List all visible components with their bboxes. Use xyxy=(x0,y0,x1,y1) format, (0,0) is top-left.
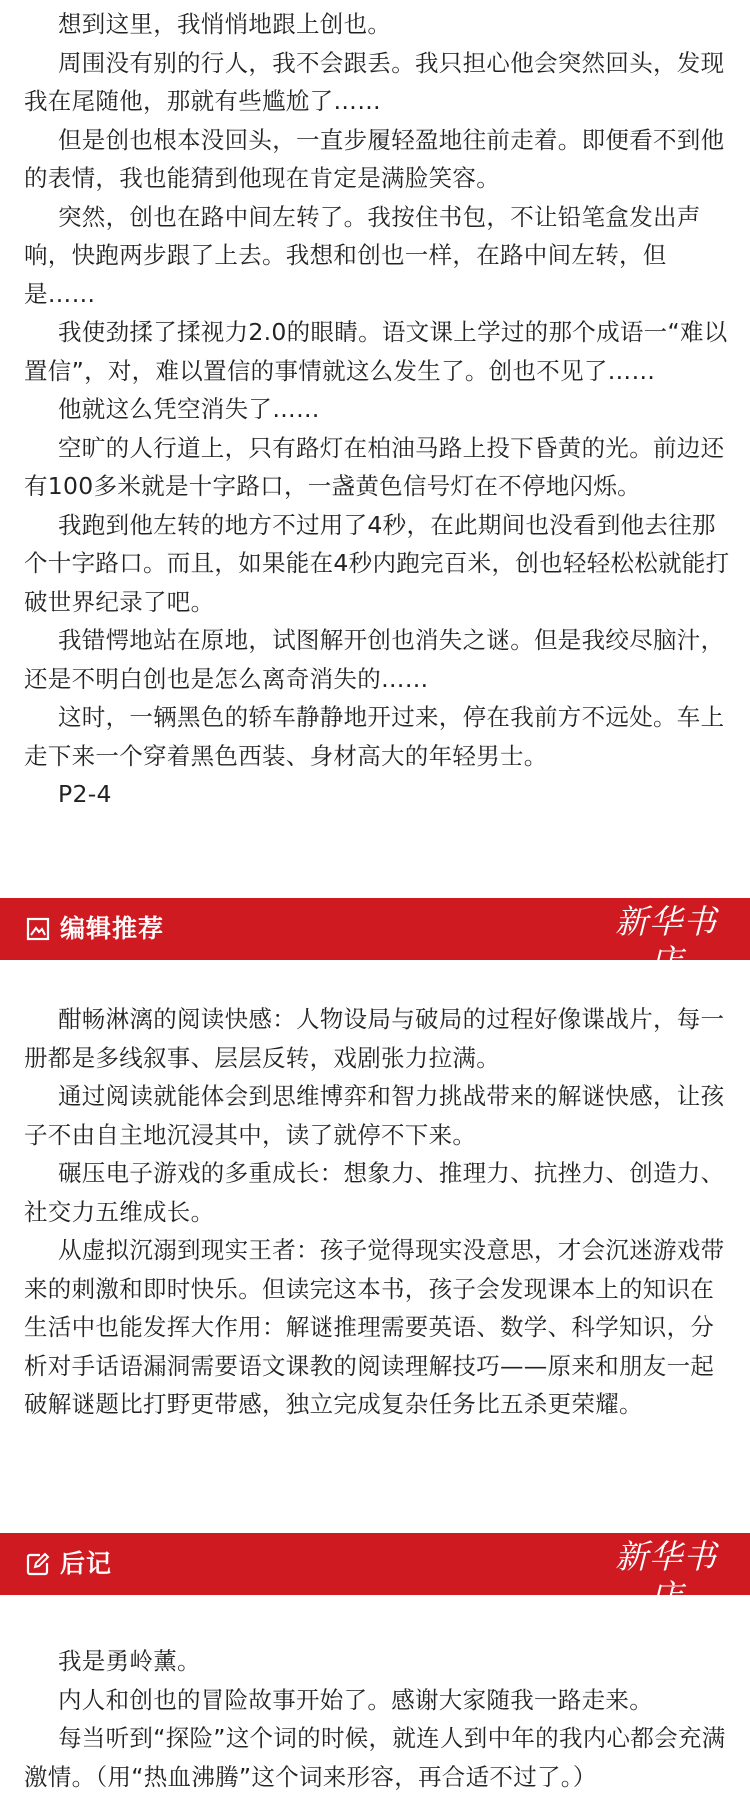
section-banner-recommend xyxy=(0,898,750,991)
afterword-body xyxy=(0,1642,750,1796)
logo-main-text: 新华书店 xyxy=(615,902,717,981)
story-paragraph: 突然，创也在路中间左转了。我按住书包，不让铅笔盒发出声响，快跑两步跟了上去。我想和创也一样，在路中间左转，但是…… xyxy=(24,202,701,308)
image-frame-icon xyxy=(26,917,50,941)
afterword-paragraph: 我是勇岭薰。 xyxy=(58,1647,201,1675)
section-title: 后记 xyxy=(60,1549,113,1578)
story-paragraph: 周围没有别的行人，我不会跟丢。我只担心他会突然回头，发现我在尾随他，那就有些尴尬了…… xyxy=(24,48,725,115)
recommend-paragraph: 从虚拟沉溺到现实王者：孩子觉得现实没意思，才会沉迷游戏带来的刺激和即时快乐。但读完这本书，孩子会发现课本上的知识在生活中也能发挥大作用：解谜推理需要英语、数学、科学知识，分析对手话语漏洞需要语文课教的阅读理解技巧——原来和朋友一起破解谜题比打野更带感，独立完成复杂任务比五杀更荣耀。 xyxy=(24,1236,725,1418)
story-paragraph: 我错愕地站在原地，试图解开创也消失之谜。但是我绞尽脑汁，还是不明白创也是怎么离奇消失的…… xyxy=(24,626,725,693)
logo-sub-text: XINHUA BOOKSTORE xyxy=(616,982,716,991)
recommend-body xyxy=(0,1000,750,1424)
story-paragraph: 但是创也根本没回头，一直步履轻盈地往前走着。即便看不到他的表情，我也能猜到他现在肯定是满脸笑容。 xyxy=(24,125,725,192)
xinhua-bookstore-logo xyxy=(606,1537,726,1626)
edit-icon xyxy=(26,1552,50,1576)
afterword-paragraph: 内人和创也的冒险故事开始了。感谢大家随我一路走来。 xyxy=(58,1685,653,1714)
story-paragraph: 这时，一辆黑色的轿车静静地开过来，停在我前方不远处。车上走下来一个穿着黑色西装、身材高大的年轻男士。 xyxy=(24,703,725,770)
section-title: 编辑推荐 xyxy=(60,914,165,943)
page-reference: P2-4 xyxy=(58,780,112,808)
logo-sub-text: XINHUA BOOKSTORE xyxy=(616,1617,716,1626)
logo-main-text: 新华书店 xyxy=(615,1537,717,1616)
recommend-paragraph: 碾压电子游戏的多重成长：想象力、推理力、抗挫力、创造力、社交力五维成长。 xyxy=(24,1159,725,1226)
story-paragraph: 我使劲揉了揉视力2.0的眼睛。语文课上学过的那个成语一“难以置信”，对，难以置信的事情就这么发生了。创也不见了…… xyxy=(24,318,728,385)
recommend-paragraph: 通过阅读就能体会到思维博弈和智力挑战带来的解谜快感，让孩子不由自主地沉浸其中，读了就停不下来。 xyxy=(24,1082,725,1149)
story-paragraph: 空旷的人行道上，只有路灯在柏油马路上投下昏黄的光。前边还有100多米就是十字路口，一盏黄色信号灯在不停地闪烁。 xyxy=(24,433,725,500)
recommend-paragraph: 酣畅淋漓的阅读快感：人物设局与破局的过程好像谍战片，每一册都是多线叙事、层层反转，戏剧张力拉满。 xyxy=(24,1005,725,1072)
afterword-paragraph: 每当听到“探险”这个词的时候，就连人到中年的我内心都会充满激情。（用“热血沸腾”这个词来形容，再合适不过了。） xyxy=(24,1724,726,1791)
xinhua-bookstore-logo xyxy=(606,902,726,991)
story-paragraph: 想到这里，我悄悄地跟上创也。 xyxy=(58,10,392,38)
section-banner-afterword xyxy=(0,1533,750,1626)
story-excerpt xyxy=(0,5,750,814)
story-paragraph: 我跑到他左转的地方不过用了4秒，在此期间也没看到他去往那个十字路口。而且，如果能在4秒内跑完百米，创也轻轻松松就能打破世界纪录了吧。 xyxy=(24,510,730,616)
story-paragraph: 他就这么凭空消失了…… xyxy=(58,395,320,423)
